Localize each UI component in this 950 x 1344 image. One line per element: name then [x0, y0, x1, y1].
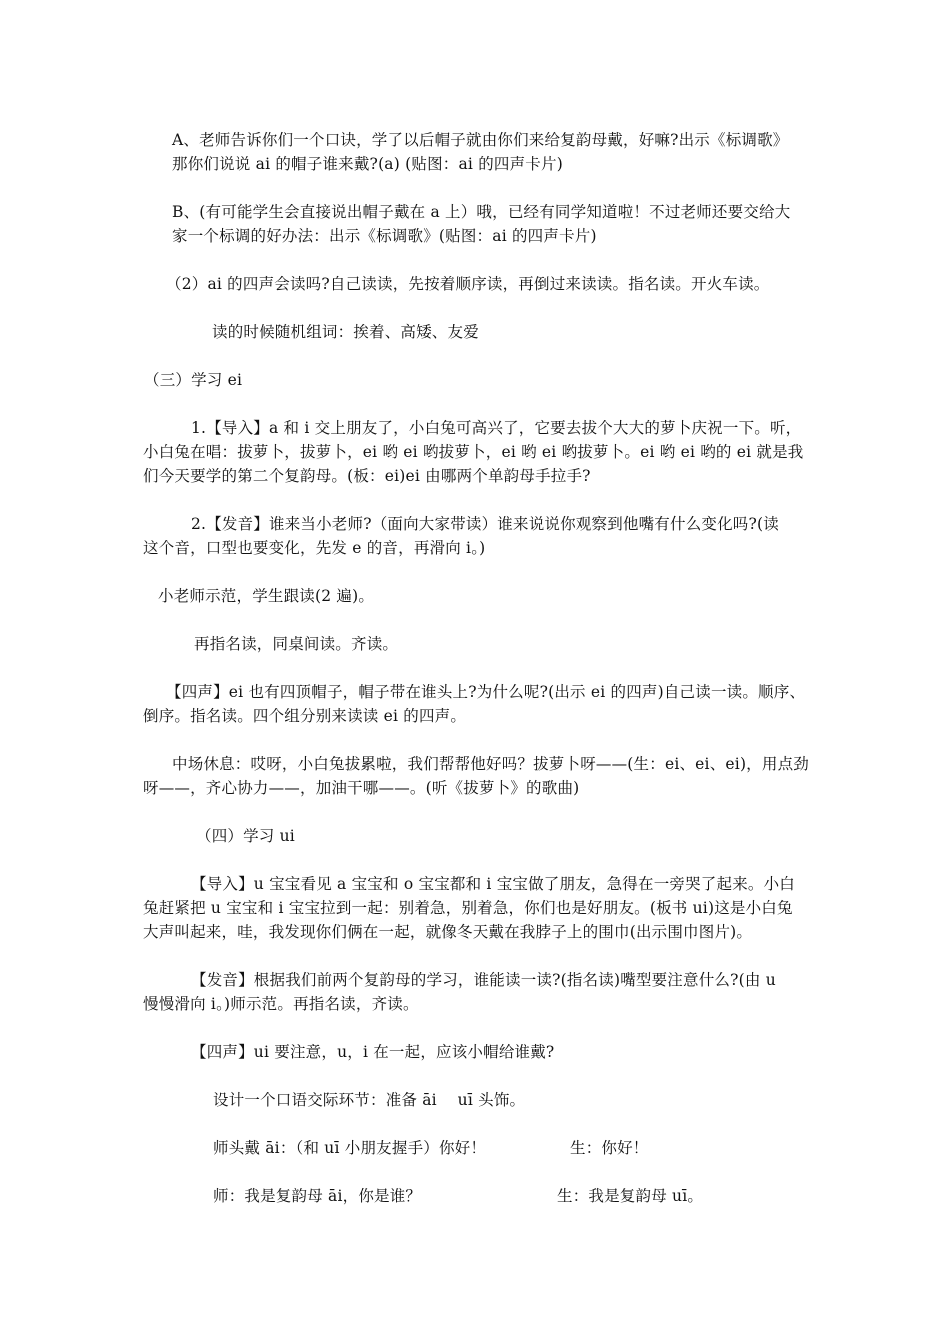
- paragraph-ei-pronounce-line-1: 2.【发音】谁来当小老师?（面向大家带读）谁来说说你观察到他嘴有什么变化吗?(读: [191, 515, 779, 533]
- paragraph-ui-tones: 【四声】ui 要注意，u，i 在一起，应该小帽给谁戴?: [191, 1043, 555, 1061]
- paragraph-ei-tones-line-1: 【四声】ei 也有四顶帽子，帽子带在谁头上?为什么呢?(出示 ei 的四声)自己读一读。顺序、: [166, 683, 806, 701]
- paragraph-ei-pronounce-line-2: 这个音，口型也要变化，先发 e 的音，再滑向 i。): [143, 539, 486, 557]
- section-heading-ei: （三）学习 ei: [144, 371, 243, 389]
- paragraph-b-line-1: B、(有可能学生会直接说出帽子戴在 a 上）哦，已经有同学知道啦！不过老师还要交给大: [172, 203, 791, 221]
- paragraph-word-groups: 读的时候随机组词：挨着、高矮、友爱: [212, 323, 479, 341]
- paragraph-ui-pronounce-line-2: 慢慢滑向 i。)师示范。再指名读，齐读。: [143, 995, 419, 1013]
- paragraph-ei-intro-line-3: 们今天要学的第二个复韵母。(板：ei)ei 由哪两个单韵母手拉手?: [143, 467, 591, 485]
- section-heading-ui: （四）学习 ui: [196, 827, 295, 845]
- paragraph-a-line-2: 那你们说说 ai 的帽子谁来戴?(a) (贴图：ai 的四声卡片): [172, 155, 563, 173]
- paragraph-ui-intro-line-1: 【导入】u 宝宝看见 a 宝宝和 o 宝宝都和 i 宝宝做了朋友，急得在一旁哭了起来。小白: [191, 875, 796, 893]
- paragraph-little-teacher: 小老师示范，学生跟读(2 遍)。: [158, 587, 375, 605]
- paragraph-ui-pronounce-line-1: 【发音】根据我们前两个复韵母的学习，谁能读一读?(指名读)嘴型要注意什么?(由 u: [191, 971, 776, 989]
- dialogue-teacher-line-1: 师头戴 āi：（和 uī 小朋友握手）你好！: [213, 1139, 487, 1157]
- paragraph-ui-intro-line-2: 兔赶紧把 u 宝宝和 i 宝宝拉到一起：别着急，别着急，你们也是好朋友。(板书 ui)这是小白兔: [143, 899, 793, 917]
- dialogue-student-line-1: 生：你好！: [570, 1139, 649, 1157]
- paragraph-reread: 再指名读，同桌间读。齐读。: [194, 635, 399, 653]
- paragraph-break-line-2: 呀——，齐心协力——，加油干哪——。(听《拔萝卜》的歌曲): [143, 779, 580, 797]
- paragraph-b-line-2: 家一个标调的好办法：出示《标调歌》(贴图：ai 的四声卡片): [172, 227, 597, 245]
- paragraph-ei-intro-line-1: 1.【导入】a 和 i 交上朋友了，小白兔可高兴了，它要去拔个大大的萝卜庆祝一下。听，: [191, 419, 802, 437]
- paragraph-a-line-1: A、老师告诉你们一个口诀，学了以后帽子就由你们来给复韵母戴，好嘛?出示《标调歌》: [172, 131, 789, 149]
- paragraph-break-line-1: 中场休息：哎呀，小白兔拔累啦，我们帮帮他好吗？拔萝卜呀——(生：ei、ei、ei)，用点劲: [172, 755, 809, 773]
- dialogue-student-line-2: 生：我是复韵母 uī。: [557, 1187, 704, 1205]
- paragraph-dialogue-setup: 设计一个口语交际环节：准备 āi uī 头饰。: [213, 1091, 526, 1109]
- dialogue-teacher-line-2: 师：我是复韵母 āi，你是谁？: [213, 1187, 422, 1205]
- paragraph-ei-intro-line-2: 小白兔在唱：拔萝卜，拔萝卜，ei 哟 ei 哟拔萝卜，ei 哟 ei 哟拔萝卜。ei 哟 ei 哟的 ei 就是我: [143, 443, 804, 461]
- paragraph-ui-intro-line-3: 大声叫起来，哇，我发现你们俩在一起，就像冬天戴在我脖子上的围巾(出示围巾图片)。: [143, 923, 753, 941]
- paragraph-four-tones-ai: （2）ai 的四声会读吗?自己读读，先按着顺序读，再倒过来读读。指名读。开火车读。: [166, 275, 770, 293]
- paragraph-ei-tones-line-2: 倒序。指名读。四个组分别来读读 ei 的四声。: [143, 707, 467, 725]
